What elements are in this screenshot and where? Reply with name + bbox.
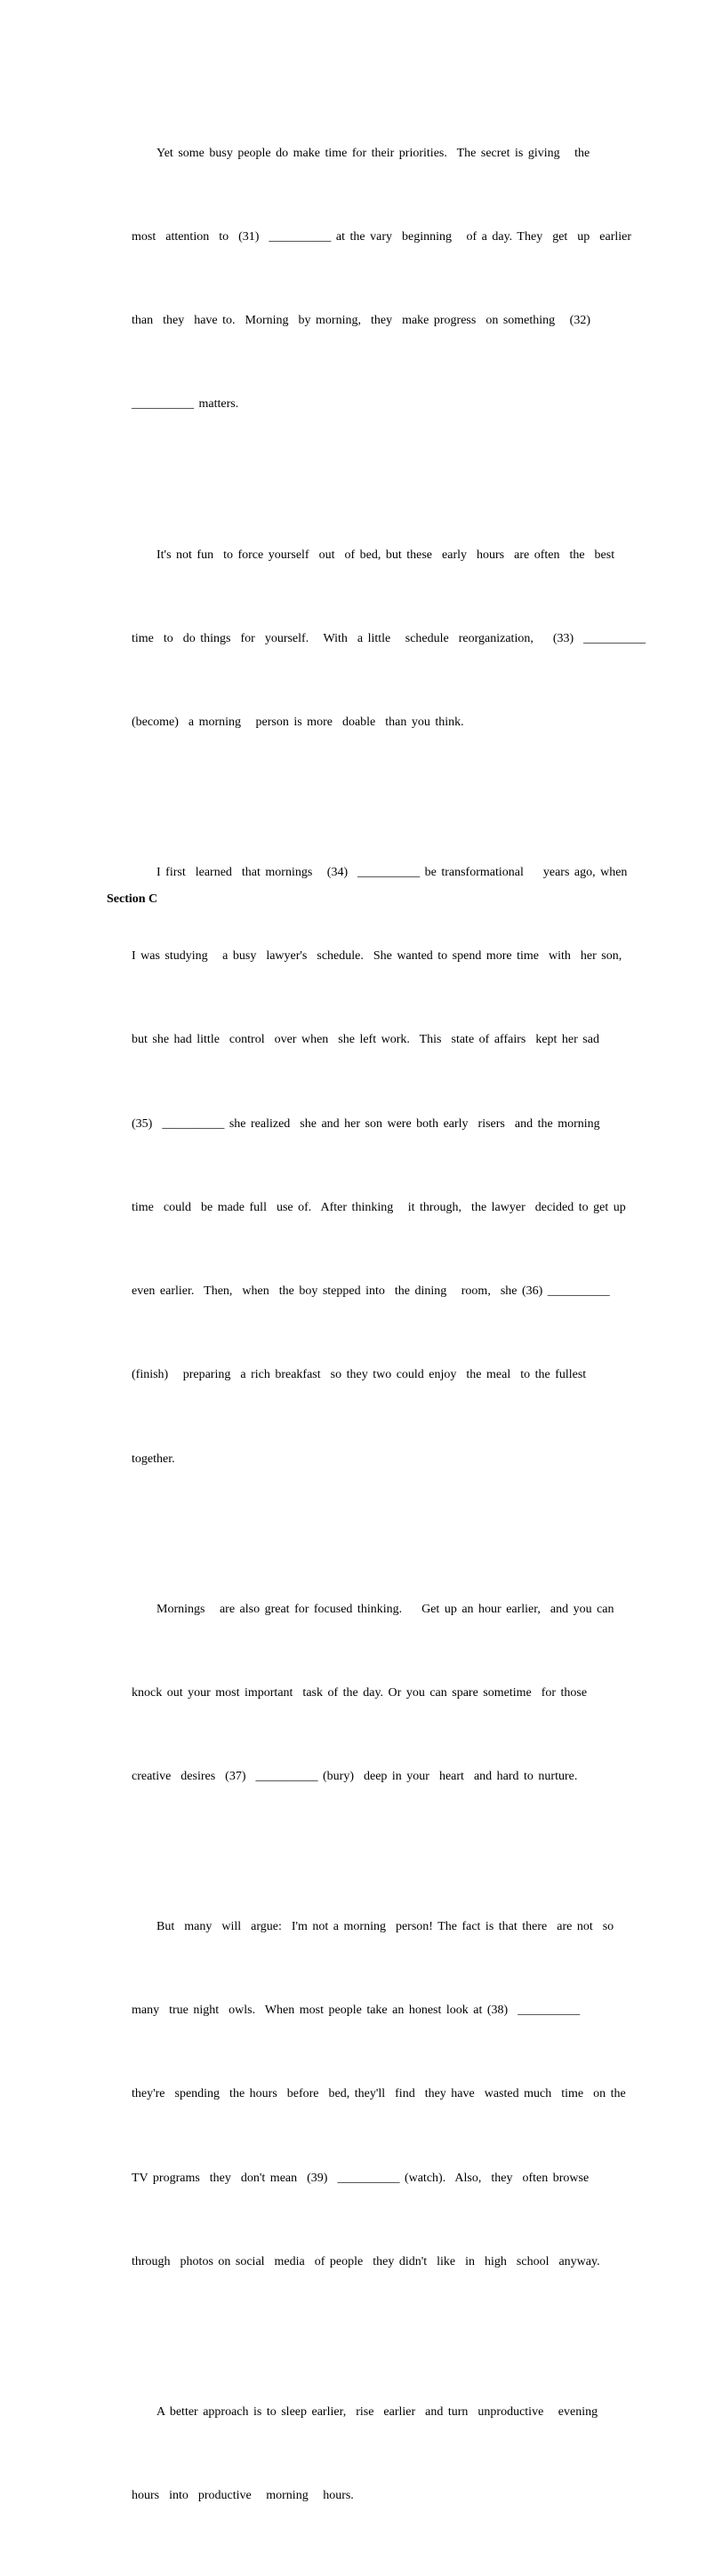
text-line: together.: [132, 1452, 175, 1466]
text-line: most attention to (31) __________ at the vary beginning of a day. They get up earlier: [132, 230, 632, 244]
text-line: (35) __________ she realized she and her son were both early risers and the morning: [132, 1116, 600, 1131]
text-line: than they have to. Morning by morning, they make progress on something (32): [132, 314, 590, 328]
paragraph-2: [107, 485, 646, 792]
text-line: time could be made full use of. After thinking it through, the lawyer decided to get up: [132, 1200, 626, 1214]
text-line: I first learned that mornings (34) __________ be transformational years ago, when: [156, 865, 628, 879]
text-line: through photos on social media of people they didn't like in high school anyway.: [132, 2254, 600, 2268]
text-line: Yet some busy people do make time for their priorities. The secret is giving the: [156, 146, 590, 160]
text-line: even earlier. Then, when the boy stepped into the dining room, she (36) __________: [132, 1284, 610, 1299]
passage-body: [107, 84, 646, 2576]
text-line: knock out your most important task of the day. Or you can spare sometime for those: [132, 1685, 588, 1700]
text-line: creative desires (37) __________ (bury) deep in your heart and hard to nurture.: [132, 1769, 578, 1783]
text-line: __________ matters.: [132, 397, 239, 412]
text-line: (finish) preparing a rich breakfast so they two could enjoy the meal to the fullest: [132, 1368, 587, 1382]
paragraph-4: [107, 1540, 614, 1846]
text-line: I was studying a busy lawyer's schedule. She wanted to spend more time with her son,: [132, 949, 622, 964]
text-line: Mornings are also great for focused thinking. Get up an hour earlier, and you can: [156, 1602, 614, 1616]
text-line: It's not fun to force yourself out of bed, but these early hours are often the best: [156, 548, 615, 562]
text-line: A better approach is to sleep earlier, rise earlier and turn unproductive evening: [156, 2404, 598, 2419]
text-line: hours into productive morning hours.: [132, 2489, 354, 2503]
paragraph-1: [107, 84, 632, 475]
text-line: but she had little control over when she left work. This state of affairs kept her sad: [132, 1033, 599, 1047]
paragraph-5: [107, 1857, 626, 2332]
text-line: they're spending the hours before bed, they'll find they have wasted much time on the: [132, 2087, 626, 2101]
text-line: time to do things for yourself. With a little schedule reorganization, (33) __________: [132, 631, 646, 645]
text-line: many true night owls. When most people take an honest look at (38) __________: [132, 2004, 581, 2018]
text-line: But many will argue: I'm not a morning person! The fact is that there are not so: [156, 1920, 614, 1933]
text-line: TV programs they don't mean (39) __________ (watch). Also, they often browse: [132, 2171, 590, 2185]
text-line: (become) a morning person is more doable than you think.: [132, 715, 464, 729]
paragraph-3: [107, 803, 628, 1529]
section-heading: Section C: [107, 892, 158, 906]
paragraph-6: [107, 2342, 605, 2565]
